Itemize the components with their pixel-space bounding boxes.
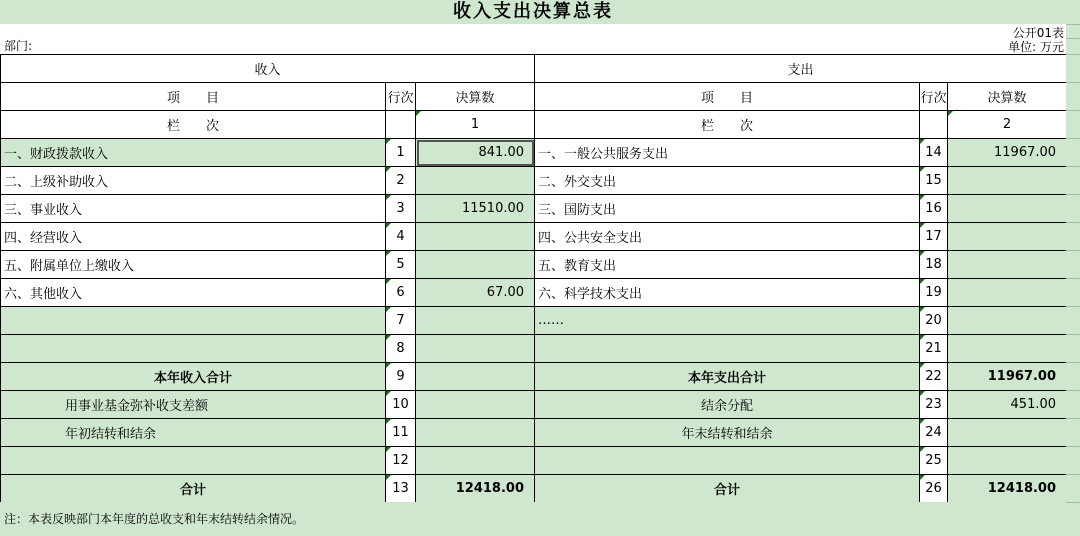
income-row-number[interactable]: 7 xyxy=(386,307,416,335)
expense-row-number[interactable]: 23 xyxy=(920,391,948,419)
expense-item-cell[interactable]: 年末结转和结余 xyxy=(535,419,920,447)
income-amount-cell[interactable] xyxy=(416,167,535,195)
expense-amount-cell[interactable] xyxy=(948,279,1067,307)
expense-item-cell[interactable]: 三、国防支出 xyxy=(535,195,920,223)
income-item-cell[interactable]: 五、附属单位上缴收入 xyxy=(1,251,386,279)
expense-amount-cell[interactable] xyxy=(948,167,1067,195)
table-row xyxy=(1,419,1067,447)
expense-amount-cell[interactable] xyxy=(948,419,1067,447)
table-row xyxy=(1,251,1067,279)
expense-amount-cell[interactable] xyxy=(948,223,1067,251)
income-row-number[interactable]: 1 xyxy=(386,139,416,167)
income-item-header[interactable]: 项 目 xyxy=(1,83,386,111)
income-row-header[interactable]: 行次 xyxy=(386,83,416,111)
expense-amount-cell[interactable] xyxy=(948,307,1067,335)
department-label: 部门: xyxy=(4,39,33,53)
income-item-cell[interactable] xyxy=(1,447,386,475)
income-item-cell[interactable] xyxy=(1,307,386,335)
expense-item-cell[interactable]: 四、公共安全支出 xyxy=(535,223,920,251)
table-row xyxy=(1,307,1067,335)
expense-item-cell[interactable]: 一、一般公共服务支出 xyxy=(535,139,920,167)
income-item-cell[interactable]: 一、财政拨款收入 xyxy=(1,139,386,167)
expense-item-cell[interactable] xyxy=(535,335,920,363)
expense-item-cell[interactable]: 二、外交支出 xyxy=(535,167,920,195)
income-item-cell[interactable]: 六、其他收入 xyxy=(1,279,386,307)
expense-amount-cell[interactable] xyxy=(948,251,1067,279)
income-item-cell[interactable]: 二、上级补助收入 xyxy=(1,167,386,195)
expense-amount-cell[interactable]: 11967.00 xyxy=(948,139,1067,167)
expense-row-number[interactable]: 15 xyxy=(920,167,948,195)
unit-label: 单位: 万元 xyxy=(1008,40,1064,54)
income-amount-cell[interactable] xyxy=(416,391,535,419)
expense-column-number[interactable]: 2 xyxy=(948,111,1067,139)
income-item-cell[interactable]: 本年收入合计 xyxy=(1,363,386,391)
expense-lanci-label[interactable]: 栏 次 xyxy=(535,111,920,139)
income-item-cell[interactable]: 合计 xyxy=(1,475,386,503)
income-amount-cell[interactable] xyxy=(416,363,535,391)
income-row-number[interactable]: 13 xyxy=(386,475,416,503)
income-amount-cell[interactable]: 67.00 xyxy=(416,279,535,307)
adjacent-column-gridlines xyxy=(1066,0,1080,530)
table-row xyxy=(1,447,1067,475)
expense-row-number[interactable]: 26 xyxy=(920,475,948,503)
expense-row-header[interactable]: 行次 xyxy=(920,83,948,111)
expense-item-cell[interactable]: …… xyxy=(535,307,920,335)
expense-amount-cell[interactable] xyxy=(948,195,1067,223)
income-item-cell[interactable]: 三、事业收入 xyxy=(1,195,386,223)
expense-amount-header[interactable]: 决算数 xyxy=(948,83,1067,111)
income-amount-cell[interactable] xyxy=(416,335,535,363)
income-row-number[interactable]: 2 xyxy=(386,167,416,195)
income-amount-cell[interactable]: 12418.00 xyxy=(416,475,535,503)
footnote: 注：本表反映部门本年度的总收支和年末结转结余情况。 xyxy=(0,502,1066,530)
expense-row-number[interactable]: 16 xyxy=(920,195,948,223)
expense-item-cell[interactable]: 六、科学技术支出 xyxy=(535,279,920,307)
income-amount-header[interactable]: 决算数 xyxy=(416,83,535,111)
expense-item-cell[interactable]: 结余分配 xyxy=(535,391,920,419)
expense-item-cell[interactable]: 本年支出合计 xyxy=(535,363,920,391)
expense-row-number[interactable]: 24 xyxy=(920,419,948,447)
table-row xyxy=(1,335,1067,363)
income-row-number[interactable]: 8 xyxy=(386,335,416,363)
table-row xyxy=(1,139,1067,167)
income-amount-cell[interactable] xyxy=(416,307,535,335)
income-row-number[interactable]: 11 xyxy=(386,419,416,447)
income-row-number[interactable]: 6 xyxy=(386,279,416,307)
income-amount-cell[interactable] xyxy=(416,419,535,447)
expense-row-number[interactable]: 20 xyxy=(920,307,948,335)
table-row xyxy=(1,363,1067,391)
income-row-number[interactable]: 10 xyxy=(386,391,416,419)
income-amount-cell[interactable]: 11510.00 xyxy=(416,195,535,223)
expense-row-number[interactable]: 19 xyxy=(920,279,948,307)
form-number: 公开01表 xyxy=(1012,26,1064,40)
table-row xyxy=(1,167,1067,195)
expense-item-header[interactable]: 项 目 xyxy=(535,83,920,111)
budget-table xyxy=(0,54,1067,503)
income-amount-cell[interactable]: 841.00 xyxy=(416,139,535,167)
income-lanci-blank[interactable] xyxy=(386,111,416,139)
table-row xyxy=(1,279,1067,307)
income-item-cell[interactable]: 用事业基金弥补收支差额 xyxy=(1,391,386,419)
expense-row-number[interactable]: 14 xyxy=(920,139,948,167)
expense-row-number[interactable]: 21 xyxy=(920,335,948,363)
income-row-number[interactable]: 5 xyxy=(386,251,416,279)
expense-amount-cell[interactable]: 12418.00 xyxy=(948,475,1067,503)
expense-row-number[interactable]: 18 xyxy=(920,251,948,279)
table-row xyxy=(1,195,1067,223)
income-row-number[interactable]: 9 xyxy=(386,363,416,391)
expense-amount-cell[interactable] xyxy=(948,335,1067,363)
expense-lanci-blank[interactable] xyxy=(920,111,948,139)
expense-row-number[interactable]: 17 xyxy=(920,223,948,251)
income-header[interactable]: 收入 xyxy=(1,55,535,83)
table-row xyxy=(1,223,1067,251)
income-item-cell[interactable]: 年初结转和结余 xyxy=(1,419,386,447)
income-row-number[interactable]: 4 xyxy=(386,223,416,251)
income-lanci-label[interactable]: 栏 次 xyxy=(1,111,386,139)
header-info xyxy=(0,24,1066,54)
income-amount-cell[interactable] xyxy=(416,447,535,475)
expense-amount-cell[interactable]: 451.00 xyxy=(948,391,1067,419)
expense-amount-cell[interactable] xyxy=(948,447,1067,475)
expense-header[interactable]: 支出 xyxy=(535,55,1067,83)
income-row-number[interactable]: 3 xyxy=(386,195,416,223)
income-column-number[interactable]: 1 xyxy=(416,111,535,139)
income-amount-cell[interactable] xyxy=(416,223,535,251)
table-row xyxy=(1,391,1067,419)
expense-row-number[interactable]: 25 xyxy=(920,447,948,475)
income-item-cell[interactable]: 四、经营收入 xyxy=(1,223,386,251)
income-row-number[interactable]: 12 xyxy=(386,447,416,475)
income-item-cell[interactable] xyxy=(1,335,386,363)
expense-item-cell[interactable]: 五、教育支出 xyxy=(535,251,920,279)
expense-item-cell[interactable]: 合计 xyxy=(535,475,920,503)
income-amount-cell[interactable] xyxy=(416,251,535,279)
expense-amount-cell[interactable]: 11967.00 xyxy=(948,363,1067,391)
table-title: 收入支出决算总表 xyxy=(0,0,1066,25)
expense-item-cell[interactable] xyxy=(535,447,920,475)
table-row xyxy=(1,475,1067,503)
expense-row-number[interactable]: 22 xyxy=(920,363,948,391)
